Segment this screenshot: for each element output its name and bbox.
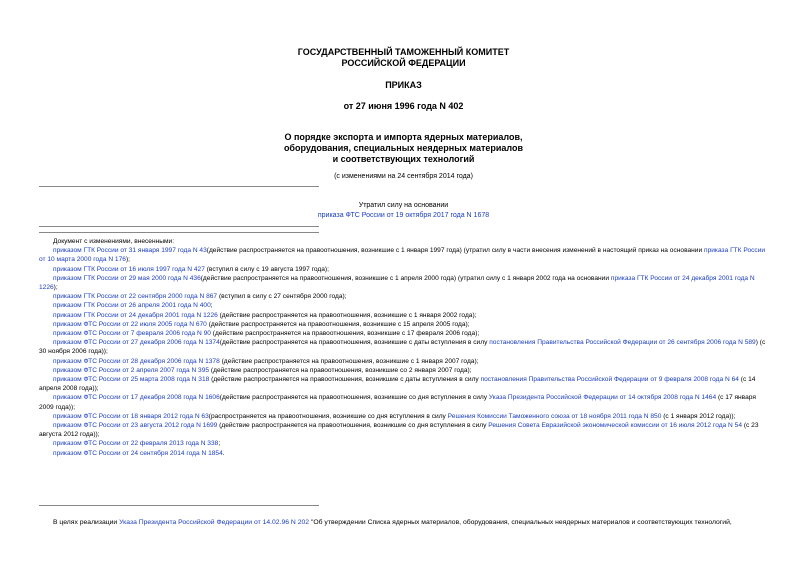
change-item xyxy=(39,338,769,356)
change-ref-link[interactable]: Решения Совета Евразийской экономической комиссии от 16 июля 2012 года N 54 xyxy=(488,422,742,430)
amended-note: (с изменениями на 24 сентября 2014 года) xyxy=(334,173,473,180)
change-ref-link[interactable]: приказа ГТК России от 24 декабря 2001 года N 1226 xyxy=(39,274,755,292)
change-link[interactable]: приказом ФТС России от 22 июля 2005 года N 670 xyxy=(53,320,207,328)
change-link[interactable]: приказом ГТК России от 24 декабря 2001 года N 1226 xyxy=(53,311,218,319)
changes-list xyxy=(39,237,769,458)
change-link[interactable]: приказом ФТС России от 18 января 2012 года N 63 xyxy=(53,412,209,420)
change-item xyxy=(39,439,769,448)
change-text: (действие распространяется на правоотношения, возникшие с даты вступления в силу xyxy=(219,339,490,347)
change-text: ); xyxy=(125,256,130,264)
change-item xyxy=(39,449,769,458)
change-text: (действие распространяется на правоотношения, возникшие с 17 февраля 2006 года); xyxy=(210,330,480,338)
changes-intro: Документ с изменениями, внесенными: xyxy=(53,238,175,245)
change-text: (действие распространяется на правоотношения, возникшие с 1 января 2007 года); xyxy=(219,357,479,365)
change-item xyxy=(39,329,769,338)
org-name-line2: РОССИЙСКОЙ ФЕДЕРАЦИИ xyxy=(341,58,466,68)
change-ref-link[interactable]: Решения Комиссии Таможенного союза от 18 ноября 2011 года N 850 xyxy=(447,412,662,420)
change-link[interactable]: приказом ФТС России от 27 декабря 2006 года N 1374 xyxy=(53,339,220,347)
change-text: (действие распространяется на правоотношения, возникшие с 1 апреля 2000 года) (утратил силу с 1 января 2002 года на основании xyxy=(200,274,611,282)
change-item xyxy=(39,357,769,366)
change-text: ) (с 30 ноября 2006 года)); xyxy=(39,339,766,356)
change-text: (с 23 августа 2012 года)); xyxy=(39,422,759,439)
change-item xyxy=(39,412,769,421)
change-link[interactable]: приказом ФТС России от 17 декабря 2008 года N 1606 xyxy=(53,394,220,402)
body-paragraph xyxy=(39,518,769,527)
change-ref-link[interactable]: постановления Правительства Российской Федерации от 26 сентября 2006 года N 589 xyxy=(489,339,756,347)
change-text: (действие распространяется на правоотношения, возникшие со 2 января 2007 года); xyxy=(209,366,472,374)
change-item xyxy=(39,366,769,375)
change-text: ; xyxy=(210,302,213,310)
doc-title-line2: оборудования, специальных неядерных материалов xyxy=(283,143,524,153)
doc-date-number: от 27 июня 1996 года N 402 xyxy=(343,101,464,111)
change-link[interactable]: приказом ФТС России от 25 марта 2008 года N 318 xyxy=(53,376,210,384)
change-link[interactable]: приказом ФТС России от 28 декабря 2006 года N 1378 xyxy=(53,357,220,365)
change-link[interactable]: приказом ГТК России от 16 июля 1997 года N 427 xyxy=(53,265,205,273)
change-link[interactable]: приказом ГТК России от 29 мая 2000 года N 436 xyxy=(53,274,201,282)
change-text: (распространяется на правоотношения, возникшие со дня вступления в силу xyxy=(208,412,448,420)
change-link[interactable]: приказом ГТК России от 22 сентября 2000 года N 867 xyxy=(53,293,218,301)
change-item xyxy=(39,274,769,292)
change-link[interactable]: приказом ФТС России от 2 апреля 2007 года N 395 xyxy=(53,366,210,374)
change-link[interactable]: приказом ФТС России от 7 февраля 2006 года N 90 xyxy=(53,330,211,338)
change-ref-link[interactable]: постановления Правительства Российской Федерации от 9 февраля 2008 года N 64 xyxy=(480,376,739,384)
change-text: (с 1 января 2012 года)); xyxy=(661,412,736,420)
change-text: (с 14 апреля 2008 года)); xyxy=(39,376,756,393)
change-text: (действие распространяется на правоотношения, возникшие с 15 апреля 2005 года); xyxy=(206,320,470,328)
change-link[interactable]: приказом ФТС России от 24 сентября 2014 года N 1854 xyxy=(53,449,223,457)
divider xyxy=(39,186,319,187)
change-item xyxy=(39,292,769,301)
change-item xyxy=(39,320,769,329)
change-link[interactable]: приказом ГТК России от 26 апреля 2001 года N 400 xyxy=(53,302,211,310)
doc-type: ПРИКАЗ xyxy=(385,80,422,90)
change-item xyxy=(39,301,769,310)
doc-title-line1: О порядке экспорта и импорта ядерных материалов, xyxy=(284,132,523,142)
change-text: (вступил в силу с 27 сентября 2000 года); xyxy=(217,293,347,301)
repeal-link[interactable]: приказа ФТС России от 19 октября 2017 года N 1678 xyxy=(317,212,490,219)
decree-link[interactable]: Указа Президента Российской Федерации от 14.02.96 N 202 xyxy=(119,519,310,526)
divider xyxy=(39,505,319,506)
change-item xyxy=(39,421,769,439)
change-item xyxy=(39,393,769,411)
change-ref-link[interactable]: приказа ГТК России от 10 марта 2000 года N 176 xyxy=(39,247,766,264)
change-text: ); xyxy=(53,284,58,292)
change-text: (действие распространяется на правоотношения, возникшие с даты вступления в силу xyxy=(209,376,481,384)
change-text: (действие распространяется на правоотношения, возникшие со дня вступления в силу xyxy=(217,422,489,430)
change-ref-link[interactable]: Указа Президента Российской Федерации от 14 октября 2008 года N 1464 xyxy=(488,394,717,402)
divider xyxy=(39,226,319,227)
change-text: ; xyxy=(218,440,221,448)
change-text: (вступил в силу с 19 августа 1997 года); xyxy=(204,265,329,273)
change-item xyxy=(39,265,769,274)
change-text: . xyxy=(222,449,225,457)
change-link[interactable]: приказом ФТС России от 22 февраля 2013 года N 338 xyxy=(53,440,219,448)
change-text: (действие распространяется на правоотношения, возникшие с 1 января 1997 года) (утратил силу в части внесения изменений в настоящий приказ на основании xyxy=(206,247,705,255)
status-text: Утратил силу на основании xyxy=(358,202,449,209)
change-item xyxy=(39,375,769,393)
change-link[interactable]: приказом ФТС России от 23 августа 2012 года N 1699 xyxy=(53,422,218,430)
change-link[interactable]: приказом ГТК России от 31 января 1997 года N 43 xyxy=(53,247,207,255)
change-item xyxy=(39,311,769,320)
body-text: В целях реализации xyxy=(53,519,120,526)
change-text: (с 17 января 2009 года)); xyxy=(39,394,756,411)
org-name-line1: ГОСУДАРСТВЕННЫЙ ТАМОЖЕННЫЙ КОМИТЕТ xyxy=(297,47,510,57)
doc-title-line3: и соответствующих технологий xyxy=(332,154,475,164)
change-text: (действие распространяется на правоотношения, возникшие с 1 января 2002 года); xyxy=(217,311,477,319)
change-text: (действие распространяется на правоотношения, возникшие со дня вступления в силу xyxy=(219,394,489,402)
change-item xyxy=(39,246,769,264)
body-text: "Об утверждении Списка ядерных материалов, оборудования, специальных неядерных материалов и соответствующих технологий, xyxy=(309,519,732,526)
divider xyxy=(39,232,319,233)
